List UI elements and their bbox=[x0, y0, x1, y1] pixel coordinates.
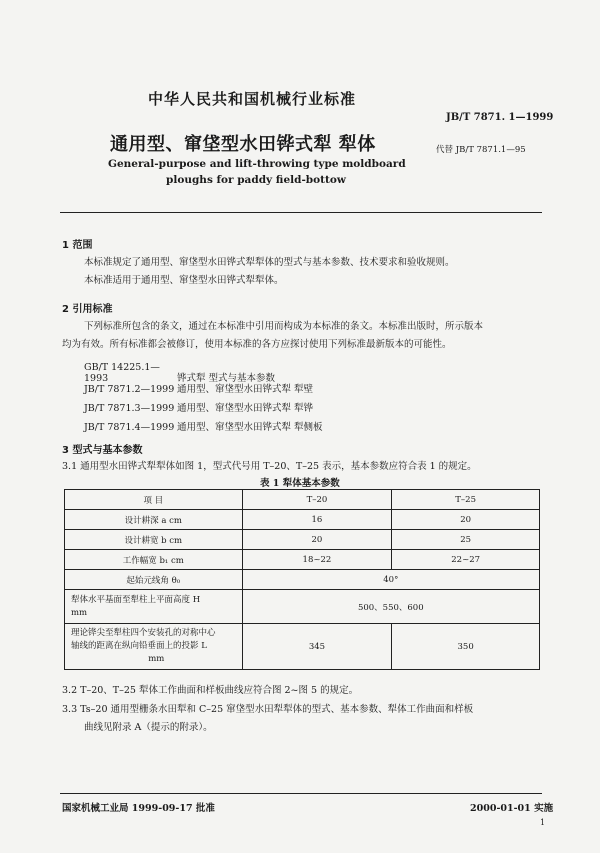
section-3-heading: 3 型式与基本参数 bbox=[62, 445, 143, 456]
table-row bbox=[65, 550, 540, 570]
section-1-para-2: 本标准适用于通用型、窜垡型水田铧式犁犁体。 bbox=[84, 275, 284, 286]
reference-item bbox=[84, 400, 313, 414]
row-label-line: 理论铧尖至犁柱四个安装孔的对称中心 bbox=[71, 628, 216, 638]
header-divider bbox=[60, 212, 542, 213]
page-number: 1 bbox=[540, 818, 546, 827]
cell-t20: 18~22 bbox=[242, 550, 392, 570]
cell-t20: 345 bbox=[242, 624, 392, 670]
reference-code: JB/T 7871.3—1999 bbox=[84, 403, 175, 414]
section-1-para-1: 本标准规定了通用型、窜垡型水田铧式犁犁体的型式与基本参数、技术要求和验收规则。 bbox=[84, 257, 455, 268]
header-item: 项 目 bbox=[65, 490, 243, 510]
table-1-bottom-parameters bbox=[64, 489, 540, 670]
clause-3-2: 3.2 T–20、T–25 犁体工作曲面和样板曲线应符合图 2~图 5 的规定。 bbox=[62, 685, 359, 696]
reference-title: 通用型、窜垡型水田铧式犁 犁侧板 bbox=[177, 422, 323, 433]
cell-t20: 20 bbox=[242, 530, 392, 550]
cell-merged: 500、550、600 bbox=[242, 590, 539, 624]
header-t25: T–25 bbox=[392, 490, 540, 510]
replaces-note: 代替 JB/T 7871.1—95 bbox=[436, 145, 526, 155]
standard-number: JB/T 7871. 1—1999 bbox=[446, 112, 554, 123]
cell-t25: 25 bbox=[392, 530, 540, 550]
table-header-row bbox=[65, 490, 540, 510]
section-2-heading: 2 引用标准 bbox=[62, 304, 113, 315]
reference-title: 通用型、窜垡型水田铧式犁 犁壁 bbox=[177, 384, 314, 395]
reference-item bbox=[84, 381, 313, 395]
reference-code: GB/T 14225.1—1993 bbox=[84, 362, 160, 384]
row-label: 起始元线角 θ₀ bbox=[65, 570, 243, 590]
reference-title: 通用型、窜垡型水田铧式犁 犁铧 bbox=[177, 403, 314, 414]
table-row bbox=[65, 570, 540, 590]
cell-t25: 350 bbox=[392, 624, 540, 670]
row-label-unit: mm bbox=[148, 654, 165, 664]
clause-3-3-line1: 3.3 Ts–20 通用型栅条水田犁和 C–25 窜垡型水田犁犁体的型式、基本参数、犁体工作曲面和样板 bbox=[62, 704, 474, 715]
row-label: 工作幅宽 b₁ cm bbox=[65, 550, 243, 570]
section-2-para-2: 均为有效。所有标准都会被修订，使用本标准的各方应探讨使用下列标准最新版本的可能性。 bbox=[62, 339, 452, 350]
document-title-en-line1: General-purpose and lift-throwing type moldboard bbox=[108, 158, 406, 170]
table-row bbox=[65, 510, 540, 530]
clause-3-3-line2: 曲线见附录 A（提示的附录）。 bbox=[84, 722, 213, 733]
table-row bbox=[65, 590, 540, 624]
row-label: 设计耕深 a cm bbox=[65, 510, 243, 530]
document-title-cn: 通用型、窜垡型水田铧式犁 犁体 bbox=[110, 134, 376, 155]
reference-code: JB/T 7871.2—1999 bbox=[84, 384, 175, 395]
table-caption: 表 1 犁体基本参数 bbox=[260, 478, 340, 489]
row-label bbox=[65, 590, 243, 624]
row-label-line: 犁体水平基面至犁柱上平面高度 H bbox=[71, 594, 201, 605]
document-title-en-line2: ploughs for paddy field-bottow bbox=[166, 174, 346, 186]
table-row bbox=[65, 624, 540, 670]
cell-t25: 22~27 bbox=[392, 550, 540, 570]
cell-t25: 20 bbox=[392, 510, 540, 530]
row-label-unit: mm bbox=[71, 607, 88, 618]
reference-item bbox=[84, 419, 323, 433]
row-label-line: 轴线的距离在纵向铅垂面上的投影 L bbox=[71, 641, 207, 651]
row-label bbox=[65, 624, 243, 670]
row-label: 设计耕宽 b cm bbox=[65, 530, 243, 550]
cell-t20: 16 bbox=[242, 510, 392, 530]
table-row bbox=[65, 530, 540, 550]
section-1-heading: 1 范围 bbox=[62, 240, 93, 251]
section-2-para-1: 下列标准所包含的条文，通过在本标准中引用而构成为本标准的条文。本标准出版时，所示版本 bbox=[84, 321, 484, 332]
implementation-line: 2000-01-01 实施 bbox=[470, 803, 554, 814]
reference-code: JB/T 7871.4—1999 bbox=[84, 422, 175, 433]
cell-merged: 40° bbox=[242, 570, 539, 590]
clause-3-1: 3.1 通用型水田铧式犁犁体如图 1，型式代号用 T–20、T–25 表示，基本参数应符合表 1 的规定。 bbox=[62, 461, 477, 472]
reference-title: 铧式犁 型式与基本参数 bbox=[177, 373, 276, 384]
issuing-authority: 中华人民共和国机械行业标准 bbox=[148, 90, 357, 108]
approval-line: 国家机械工业局 1999-09-17 批准 bbox=[62, 803, 215, 814]
footer-divider bbox=[60, 793, 542, 794]
header-t20: T–20 bbox=[242, 490, 392, 510]
